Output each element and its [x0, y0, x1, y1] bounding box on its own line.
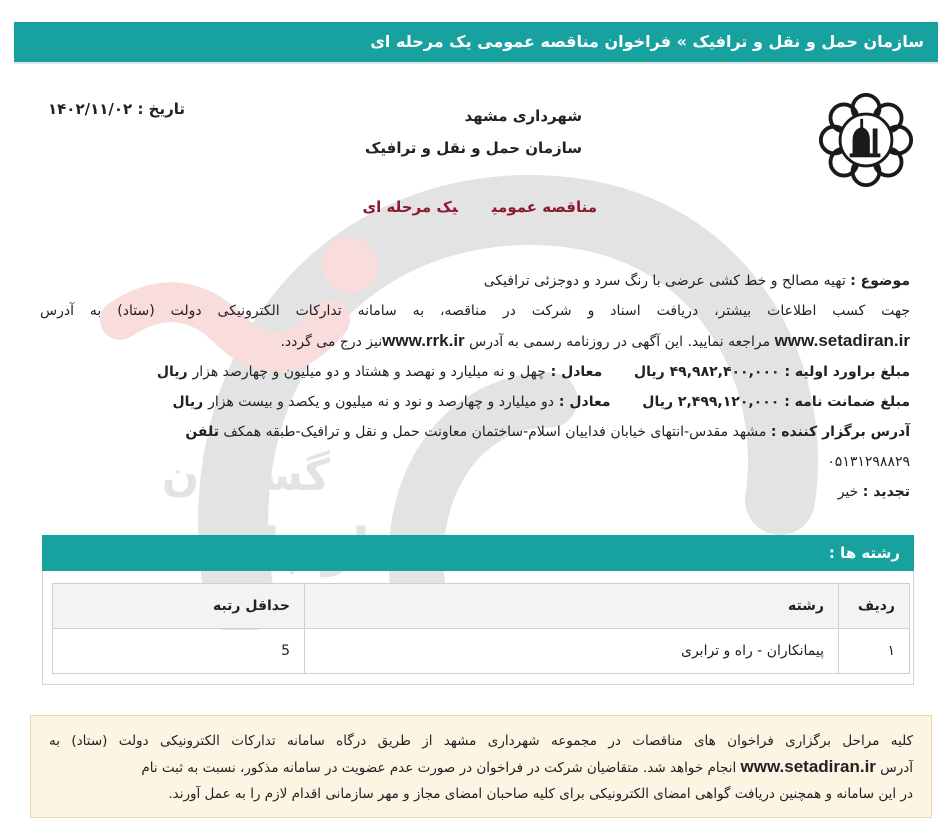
renewal-value: خیر [837, 484, 859, 500]
org-name: شهرداری مشهد [464, 107, 582, 125]
estimate-currency: ریال [634, 364, 665, 380]
guarantee-words: دو میلیارد و چهارصد و نود و نه میلیون و یکصد و بیست هزار [208, 394, 555, 410]
watermark-text-2: گستران [161, 450, 330, 501]
subject-line [40, 266, 910, 296]
estimate-label: مبلغ براورد اولیه : [784, 364, 910, 380]
subject-label: موضوع : [850, 273, 910, 289]
guarantee-line [40, 387, 910, 417]
guarantee-value: ۲,۴۹۹,۱۲۰,۰۰۰ [677, 394, 780, 410]
address-line [40, 417, 910, 447]
notice-line-2 [49, 754, 913, 781]
guarantee-currency: ریال [642, 394, 674, 410]
setad-link[interactable]: www.setadiran.ir [774, 331, 910, 350]
notice-setad-link[interactable]: www.setadiran.ir [740, 757, 876, 776]
tender-type-1: مناقصه عمومی [491, 198, 597, 216]
estimate-equivalent-label: معادل : [550, 364, 603, 380]
info-line-2 [40, 326, 910, 357]
estimate-line [40, 357, 910, 387]
phone-line [40, 447, 910, 477]
header-field: رشته [305, 584, 839, 629]
cell-field: پیمانکاران - راه و ترابری [305, 629, 839, 674]
date-label: تاریخ : [137, 100, 186, 118]
info-line: جهت کسب اطلاعات بیشتر، دریافت اسناد و شرکت در مناقصه، به سامانه تدارکات الکترونیکی دولت (ستاد) به آدرس [40, 303, 910, 319]
municipality-logo-icon [818, 92, 914, 188]
date-value: ۱۴۰۲/۱۱/۰۲ [48, 100, 133, 118]
renewal-label: تجدید : [862, 484, 910, 500]
tender-type-2: یک مرحله ای [362, 198, 458, 216]
notice-line-1: کلیه مراحل برگزاری فراخوان های مناقصات در مجموعه شهرداری مشهد از طریق درگاه سامانه تدارکات الکترونیکی دولت (ستاد) به [49, 733, 913, 749]
address-label: آدرس برگزار کننده : [770, 424, 910, 440]
fields-table [52, 583, 910, 674]
organization-block [365, 100, 582, 164]
info-text-2: مراجعه نمایید. این آگهی در روزنامه رسمی به آدرس [469, 334, 771, 350]
tender-details [40, 266, 910, 507]
date [48, 100, 185, 118]
cell-min-rank: 5 [53, 629, 305, 674]
phone-label: تلفن [185, 424, 219, 440]
guarantee-equivalent-label: معادل : [558, 394, 611, 410]
address-value: مشهد مقدس-انتهای خیابان فداییان اسلام-ساختمان معاونت حمل و نقل و ترافیک-طبقه همکف [223, 424, 767, 440]
header-min-rank: حداقل رتبه [53, 584, 305, 629]
tender-type [362, 198, 597, 216]
page-title: سازمان حمل و نقل و ترافیک » فراخوان مناقصه عمومی یک مرحله ای [14, 22, 938, 62]
setad-notice [30, 715, 932, 818]
estimate-words-currency: ریال [156, 364, 188, 380]
notice-line-3: در این سامانه و همچنین دریافت گواهی امضای الکترونیکی برای کلیه صاحبان امضای مجاز و مهر سازمانی اقدام لازم را به عمل آورند. [168, 786, 913, 802]
estimate-value: ۴۹,۹۸۲,۴۰۰,۰۰۰ [669, 364, 780, 380]
phone-value: ۰۵۱۳۱۲۹۸۸۲۹ [827, 454, 910, 470]
notice-address-label: آدرس [880, 760, 913, 776]
notice-text-2: انجام خواهد شد. متقاضیان شرکت در فراخوان در صورت عدم عضویت در سامانه مذکور، نسبت به ثبت نام [141, 760, 737, 776]
rrk-link[interactable]: www.rrk.ir [382, 331, 465, 350]
org-subname: سازمان حمل و نقل و ترافیک [365, 139, 582, 157]
guarantee-words-currency: ریال [172, 394, 204, 410]
table-header-row [53, 584, 910, 629]
fields-title: رشته ها : [42, 535, 914, 571]
guarantee-label: مبلغ ضمانت نامه : [784, 394, 910, 410]
info-text-3: نیز درج می گردد. [280, 334, 383, 350]
renewal-line [40, 477, 910, 507]
header-divider [14, 62, 938, 64]
header-row-number: ردیف [839, 584, 910, 629]
cell-row-number: ۱ [839, 629, 910, 674]
estimate-words: چهل و نه میلیارد و نهصد و هشتاد و دو میلیون و چهارصد هزار [192, 364, 546, 380]
table-row [53, 629, 910, 674]
subject-value: تهیه مصالح و خط کشی عرضی با رنگ سرد و دوجزئی ترافیکی [483, 273, 846, 289]
